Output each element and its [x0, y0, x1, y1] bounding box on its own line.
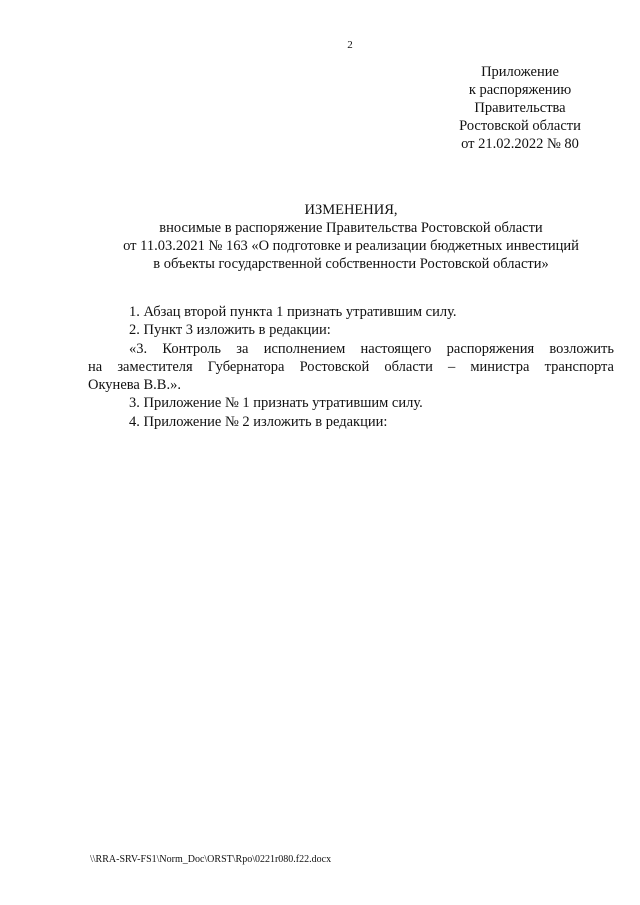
quoted-paragraph	[88, 340, 614, 395]
appendix-reference	[440, 63, 600, 153]
heading-subtitle-line: вносимые в распоряжение Правительства Ростовской области	[159, 220, 543, 236]
document-heading	[88, 201, 614, 273]
quote-line: Окунева В.В.».	[88, 377, 181, 394]
quote-line: «3. Контроль за исполнением настоящего распоряжения возложить	[129, 340, 614, 357]
heading-title: ИЗМЕНЕНИЯ,	[304, 202, 398, 218]
page-number: 2	[347, 39, 353, 51]
footer-file-path: \\RRA-SRV-FS1\Norm_Doc\ORST\Rpo\0221r080.f22.docx	[90, 854, 332, 865]
heading-subtitle-line: в объекты государственной собственности Ростовской области»	[153, 256, 549, 272]
item-1: 1. Абзац второй пункта 1 признать утратившим силу.	[129, 304, 457, 320]
heading-subtitle-line: от 11.03.2021 № 163 «О подготовке и реализации бюджетных инвестиций	[123, 238, 579, 254]
item-3: 3. Приложение № 1 признать утратившим силу.	[129, 395, 423, 412]
appendix-line: Ростовской области	[459, 118, 581, 134]
appendix-line: Приложение	[481, 64, 559, 80]
appendix-line: к распоряжению	[468, 82, 572, 98]
item-2: 2. Пункт 3 изложить в редакции:	[129, 322, 331, 339]
appendix-line: Правительства	[474, 100, 566, 116]
document-body	[88, 303, 614, 431]
item-4: 4. Приложение № 2 изложить в редакции:	[129, 413, 388, 430]
appendix-line: от 21.02.2022 № 80	[461, 136, 579, 152]
quote-line: на заместителя Губернатора Ростовской области – министра транспорта	[88, 358, 614, 375]
